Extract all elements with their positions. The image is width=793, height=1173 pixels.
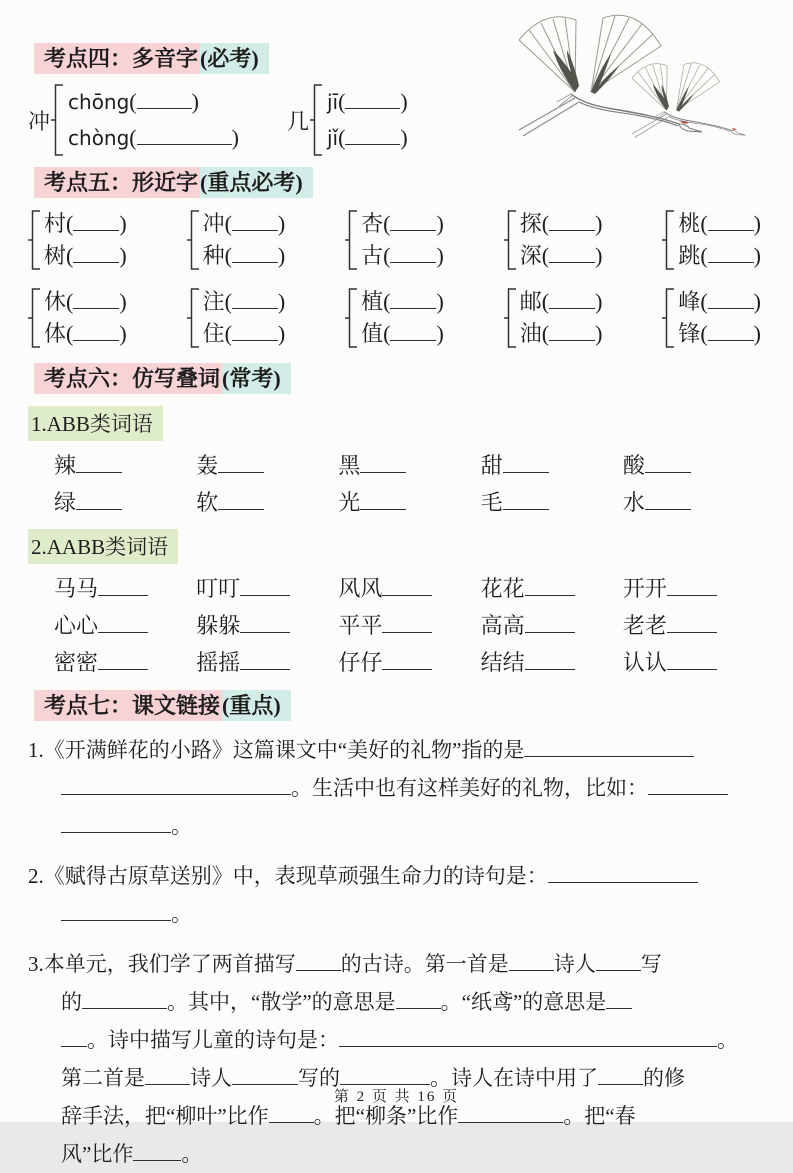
fill-in-blank (524, 736, 694, 757)
fill-in-blank (390, 319, 436, 341)
word-with-blank: 认认 (623, 646, 765, 679)
word-with-blank: 水 (623, 486, 765, 519)
pinyin-reading: jī( ) (326, 89, 408, 114)
section-7-title: 考点七：课文链接 (34, 690, 222, 721)
question-text: 。把“春 (563, 1104, 636, 1128)
pair-column (203, 208, 286, 272)
question-text: 写的 (298, 1066, 340, 1090)
question-text: 辞手法，把“柳叶”比作 (61, 1104, 269, 1128)
question-text: 。 (171, 814, 192, 838)
question-text: 第二首是 (61, 1066, 145, 1090)
section-heading-6 (34, 364, 765, 394)
abb-sublabel: 1.ABB类词语 (28, 406, 163, 441)
character-pair (345, 208, 444, 272)
word-row (54, 572, 765, 605)
fill-in-blank (598, 1064, 643, 1085)
word-with-blank: 辣 (54, 449, 196, 482)
character-pair (187, 286, 286, 350)
word-with-blank: 毛 (481, 486, 623, 519)
fill-in-blank (509, 950, 554, 971)
word-row (54, 646, 765, 679)
word-with-blank: 躲躲 (196, 609, 338, 642)
page-footer: 第 2 页 共 16 页 (333, 1089, 460, 1105)
pair-column (361, 286, 444, 350)
question-text: 。“纸鸢”的意思是 (440, 990, 607, 1014)
fill-in-blank (360, 488, 406, 510)
pair-column (361, 208, 444, 272)
fill-in-blank (390, 287, 436, 309)
word-with-blank: 酸 (623, 449, 765, 482)
question-text: 。其中，“散学”的意思是 (167, 990, 396, 1014)
questions (28, 731, 765, 1173)
fill-in-blank (145, 1064, 190, 1085)
fill-in-blank (549, 319, 595, 341)
fill-in-blank (503, 451, 549, 473)
fill-in-blank (133, 1140, 181, 1161)
word-with-blank: 花花 (481, 572, 623, 605)
character-with-blank: 跳( ) (678, 243, 761, 268)
word-with-blank: 高高 (481, 609, 623, 642)
question-text: 的修 (643, 1066, 685, 1090)
fill-in-blank (525, 648, 575, 670)
fill-in-blank (240, 648, 290, 670)
fill-in-blank (137, 87, 192, 109)
question-text: 。 (181, 1142, 203, 1166)
fill-in-blank (708, 209, 754, 231)
word-with-blank: 平平 (338, 609, 480, 642)
word-row (54, 486, 765, 519)
fill-in-blank (232, 1064, 298, 1085)
character-with-blank: 住( ) (202, 321, 286, 346)
fill-in-blank (549, 287, 595, 309)
question-text: 诗人 (190, 1066, 232, 1090)
pair-column (678, 208, 761, 272)
fill-in-blank (667, 611, 717, 633)
question-line (28, 731, 765, 769)
brace-bracket-icon (662, 210, 675, 270)
question-text: 。生活中也有这样美好的礼物，比如： (291, 776, 648, 800)
character-pair (504, 208, 603, 272)
brace-bracket-icon (187, 210, 200, 270)
pinyin-reading: jǐ( ) (326, 125, 408, 150)
fill-in-blank (345, 87, 400, 109)
fill-in-blank (232, 241, 278, 263)
character-with-blank: 体( ) (44, 321, 127, 346)
question-line (28, 983, 765, 1021)
question-text: 1.《开满鲜花的小路》这篇课文中“美好的礼物”指的是 (28, 738, 525, 762)
fill-in-blank (61, 900, 171, 921)
brace-bracket-icon (345, 210, 358, 270)
question-text: 。把“柳条”比作 (313, 1104, 459, 1128)
section-5-tag: (重点必考) (200, 167, 313, 198)
word-with-blank: 光 (338, 486, 480, 519)
character-pair (345, 286, 444, 350)
question-text: 写 (640, 952, 662, 976)
fill-in-blank (98, 611, 148, 633)
fill-in-blank (667, 574, 717, 596)
word-with-blank: 甜 (481, 449, 623, 482)
character-with-blank: 邮( ) (519, 289, 603, 314)
section-6-tag: (常考) (222, 363, 291, 394)
fill-in-blank (503, 488, 549, 510)
fill-in-blank (382, 648, 432, 670)
word-with-blank: 密密 (54, 646, 196, 679)
fill-in-blank (667, 648, 717, 670)
fill-in-blank (98, 648, 148, 670)
fill-in-blank (137, 123, 232, 145)
fill-in-blank (73, 209, 119, 231)
question-text: 2.《赋得古原草送别》中，表现草顽强生命力的诗句是： (28, 864, 548, 888)
character-with-blank: 深( ) (519, 243, 603, 268)
section-heading-5 (34, 168, 765, 198)
pair-column (520, 208, 603, 272)
pinyin-reading: chòng( ) (68, 125, 239, 150)
question-line (28, 945, 765, 983)
pair-column (520, 286, 603, 350)
question-line (28, 895, 765, 933)
fill-in-blank (525, 574, 575, 596)
pinyin: chōng (68, 90, 130, 114)
brace-bracket-icon (504, 210, 517, 270)
word-row (54, 609, 765, 642)
fill-in-blank (218, 488, 264, 510)
fill-in-blank (648, 774, 728, 795)
character-with-blank: 油( ) (519, 321, 603, 346)
similar-characters-row (28, 208, 765, 272)
character-pair (28, 286, 127, 350)
fill-in-blank (549, 241, 595, 263)
fill-in-blank (61, 1026, 87, 1047)
word-with-blank: 叮叮 (196, 572, 338, 605)
character-with-blank: 值( ) (361, 321, 444, 346)
fill-in-blank (98, 574, 148, 596)
fill-in-blank (549, 209, 595, 231)
similar-characters-row (28, 286, 765, 350)
section-4-tag: (必考) (200, 43, 269, 74)
xingjinzi-rows (28, 208, 765, 350)
character-with-blank: 休( ) (44, 289, 127, 314)
pinyin-column (327, 84, 408, 156)
fill-in-blank (645, 488, 691, 510)
character-with-blank: 锋( ) (678, 321, 761, 346)
character-with-blank: 桃( ) (678, 211, 761, 236)
question-text: 诗人 (553, 952, 596, 976)
fill-in-blank (218, 451, 264, 473)
character-pair (504, 286, 603, 350)
pair-column (678, 286, 761, 350)
fill-in-blank (76, 488, 122, 510)
brace-bracket-icon (28, 288, 41, 348)
fill-in-blank (645, 451, 691, 473)
fill-in-blank (240, 611, 290, 633)
word-with-blank: 老老 (623, 609, 765, 642)
brace-bracket-icon (345, 288, 358, 348)
character-with-blank: 村( ) (44, 211, 127, 236)
question-line (28, 1021, 765, 1059)
fill-in-blank (708, 319, 754, 341)
character-with-blank: 树( ) (44, 243, 127, 268)
character-pair (187, 208, 286, 272)
character-with-blank: 注( ) (202, 289, 286, 314)
brace-bracket-icon (28, 210, 41, 270)
fill-in-blank (390, 241, 436, 263)
brace-bracket-icon (310, 84, 323, 156)
word-with-blank: 摇摇 (196, 646, 338, 679)
word-with-blank: 绿 (54, 486, 196, 519)
word-with-blank: 心心 (54, 609, 196, 642)
duoyinzi-group (28, 84, 239, 156)
question-line (28, 807, 765, 845)
character-with-blank: 种( ) (202, 243, 286, 268)
base-character: 冲 (28, 108, 51, 134)
brace-bracket-icon (504, 288, 517, 348)
question-text: 。 (717, 1028, 738, 1052)
character-pair (28, 208, 127, 272)
fill-in-blank (76, 451, 122, 473)
brace-bracket-icon (662, 288, 675, 348)
question-text: 。 (171, 902, 192, 926)
fill-in-blank (232, 287, 278, 309)
fill-in-blank (382, 611, 432, 633)
pair-column (44, 208, 127, 272)
pinyin: chòng (68, 126, 130, 150)
brace-bracket-icon (51, 84, 64, 156)
fill-in-blank (232, 209, 278, 231)
fill-in-blank (82, 988, 167, 1009)
character-with-blank: 古( ) (361, 243, 444, 268)
fill-in-blank (61, 812, 171, 833)
question-text: 风”比作 (61, 1142, 134, 1166)
character-with-blank: 杏( ) (361, 211, 444, 236)
section-5-title: 考点五：形近字 (34, 167, 200, 198)
fill-in-blank (596, 950, 641, 971)
fill-in-blank (240, 574, 290, 596)
character-pair (662, 286, 761, 350)
word-with-blank: 风风 (338, 572, 480, 605)
fill-in-blank (390, 209, 436, 231)
word-with-blank: 轰 (196, 449, 338, 482)
word-with-blank: 结结 (481, 646, 623, 679)
brace-bracket-icon (187, 288, 200, 348)
abb-word-rows (28, 449, 765, 519)
fill-in-blank (73, 241, 119, 263)
pinyin: jǐ (326, 126, 339, 150)
section-7-tag: (重点) (222, 690, 291, 721)
pinyin-reading: chōng( ) (68, 89, 199, 114)
pinyin: jī (326, 90, 339, 114)
character-with-blank: 植( ) (361, 289, 444, 314)
fill-in-blank (73, 319, 119, 341)
question (28, 945, 765, 1173)
question-text: 。诗中描写儿童的诗句是： (87, 1028, 339, 1052)
fill-in-blank (296, 950, 341, 971)
cranes-illustration (479, 14, 779, 156)
character-with-blank: 冲( ) (202, 211, 286, 236)
question-line (28, 1135, 765, 1173)
duoyinzi-group (287, 84, 408, 156)
word-with-blank: 黑 (338, 449, 480, 482)
fill-in-blank (360, 451, 406, 473)
base-character: 几 (286, 108, 309, 134)
fill-in-blank (339, 1026, 717, 1047)
question-text: 的 (61, 990, 82, 1014)
question-line (28, 857, 765, 895)
pair-column (203, 286, 286, 350)
fill-in-blank (525, 611, 575, 633)
section-6-title: 考点六：仿写叠词 (34, 363, 222, 394)
aabb-word-rows (28, 572, 765, 679)
character-with-blank: 探( ) (519, 211, 603, 236)
question (28, 857, 765, 933)
fill-in-blank (73, 287, 119, 309)
fill-in-blank (548, 862, 698, 883)
word-with-blank: 仔仔 (338, 646, 480, 679)
fill-in-blank (382, 574, 432, 596)
question-text: 。诗人在诗中用了 (430, 1066, 598, 1090)
pair-column (44, 286, 127, 350)
section-heading-7 (34, 691, 765, 721)
question-text: 的古诗。第一首是 (340, 952, 509, 976)
pinyin-column (68, 84, 239, 156)
fill-in-blank (708, 241, 754, 263)
question (28, 731, 765, 845)
fill-in-blank (232, 319, 278, 341)
character-pair (662, 208, 761, 272)
word-row (54, 449, 765, 482)
word-with-blank: 开开 (623, 572, 765, 605)
section-4-title: 考点四：多音字 (34, 43, 200, 74)
question-text: 3.本单元，我们学了两首描写 (28, 952, 296, 976)
fill-in-blank (606, 988, 632, 1009)
aabb-sublabel: 2.AABB类词语 (28, 529, 178, 564)
character-with-blank: 峰( ) (678, 289, 761, 314)
fill-in-blank (61, 774, 291, 795)
fill-in-blank (340, 1064, 430, 1085)
fill-in-blank (396, 988, 441, 1009)
fill-in-blank (345, 123, 400, 145)
fill-in-blank (708, 287, 754, 309)
word-with-blank: 马马 (54, 572, 196, 605)
word-with-blank: 软 (196, 486, 338, 519)
question-line (28, 769, 765, 807)
